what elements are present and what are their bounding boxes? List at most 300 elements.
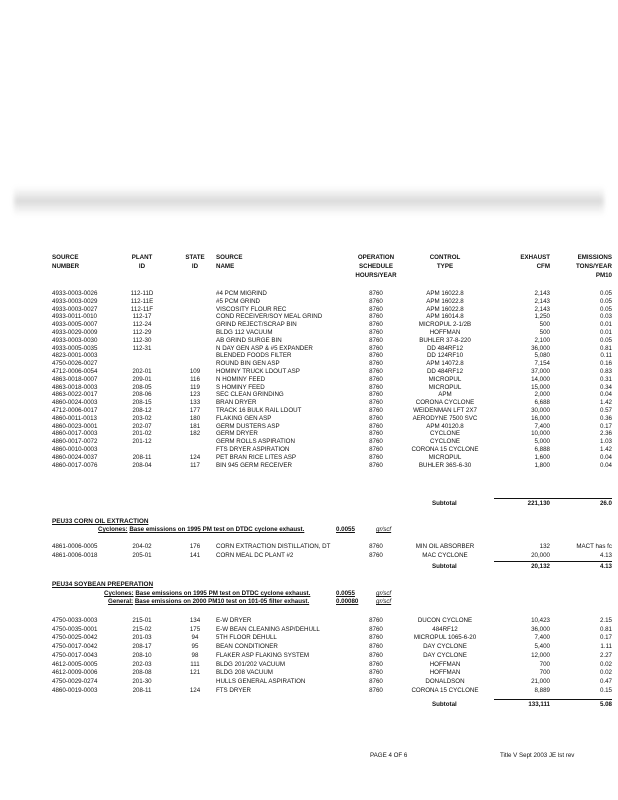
table-cell-source-number: 4933-0003-0030 bbox=[52, 336, 98, 344]
table-cell-control-type: APM 16022.8 bbox=[426, 305, 464, 313]
section3b-note bbox=[108, 598, 309, 605]
table-cell-control-type: APM bbox=[438, 391, 452, 399]
table-cell-exhaust-cfm: 16,000 bbox=[531, 414, 550, 422]
table-cell-schedule-hours: 8760 bbox=[369, 651, 383, 659]
table-cell-schedule-hours: 8760 bbox=[369, 305, 383, 313]
table-cell-emissions-pm10: 2.36 bbox=[599, 430, 612, 438]
table-cell-exhaust-cfm: 6,888 bbox=[534, 446, 550, 453]
section2-note-text: Base emissions on 1995 PM test on DTDC cyclone exhaust. bbox=[129, 526, 305, 533]
header-plant-id: ID bbox=[138, 263, 146, 270]
table-cell-source-name: BLDG 208 VACUUM bbox=[216, 669, 273, 677]
table-cell-exhaust-cfm: 700 bbox=[539, 660, 550, 668]
table-cell-state-id: 177 bbox=[189, 407, 201, 414]
table-cell-schedule-hours: 8760 bbox=[369, 552, 383, 559]
table-cell-emissions-pm10: 2.27 bbox=[599, 651, 612, 659]
section3a-note-label: Cyclones: bbox=[104, 590, 134, 597]
table-cell-control-type: MIN OIL ABSORBER bbox=[415, 543, 475, 550]
table-cell-state-id: 111 bbox=[190, 660, 200, 668]
table-cell-source-name: AB GRIND SURGE BIN bbox=[216, 336, 282, 344]
table-cell-schedule-hours: 8760 bbox=[369, 686, 383, 694]
section3b-note-unit: gr/scf bbox=[376, 598, 392, 605]
section3b-note-text: Base emissions on 2000 PM10 test on 101-05 filter exhaust. bbox=[134, 598, 310, 605]
table-cell-plant-id: 208-06 bbox=[132, 391, 152, 399]
table-cell-source-name: BLENDED FOODS FILTER bbox=[216, 352, 292, 360]
section3a-note bbox=[104, 590, 310, 597]
table-cell-plant-id: 112-24 bbox=[132, 321, 152, 329]
table-cell-control-type: DONALDSON bbox=[425, 677, 465, 685]
table-cell-source-name: ROUND BIN GEN ASP bbox=[216, 360, 280, 368]
subtotal-cfm: 221,130 bbox=[527, 500, 550, 507]
table-cell-plant-id: 215-02 bbox=[132, 625, 152, 633]
table-cell-schedule-hours: 8760 bbox=[369, 321, 383, 329]
table-cell-schedule-hours: 8760 bbox=[369, 543, 383, 550]
table-cell-emissions-pm10: MACT has fc bbox=[576, 543, 612, 550]
table-cell-source-name: #5 PCM GRIND bbox=[216, 297, 261, 305]
table-cell-source-name: 5TH FLOOR DEHULL bbox=[216, 634, 277, 642]
table-cell-source-name: #4 PCM MIGRIND bbox=[216, 290, 267, 297]
table-cell-state-id: 175 bbox=[189, 625, 201, 633]
table-cell-control-type: MICROPUL bbox=[428, 383, 462, 391]
table-cell-plant-id: 201-03 bbox=[132, 634, 152, 642]
table-cell-plant-id: 202-01 bbox=[132, 368, 152, 375]
table-cell-control-type: DUCON CYCLONE bbox=[417, 617, 473, 624]
table-cell-exhaust-cfm: 37,000 bbox=[531, 368, 550, 375]
table-cell-source-number: 4863-0018-0007 bbox=[52, 375, 98, 383]
table-cell-exhaust-cfm: 5,000 bbox=[534, 438, 550, 446]
table-cell-source-number: 4823-0001-0003 bbox=[52, 352, 98, 360]
table-cell-schedule-hours: 8760 bbox=[369, 375, 383, 383]
table-cell-schedule-hours: 8760 bbox=[369, 368, 383, 375]
table-cell-emissions-pm10: 0.11 bbox=[600, 352, 612, 360]
table-cell-source-name: CORN MEAL DC PLANT #2 bbox=[216, 552, 294, 559]
table-cell-control-type: 484RF12 bbox=[432, 625, 458, 633]
table-cell-emissions-pm10: 0.04 bbox=[599, 391, 612, 399]
section3a-note-value: 0.0055 bbox=[336, 590, 355, 597]
table-cell-state-id: 133 bbox=[189, 399, 201, 407]
table-cell-schedule-hours: 8760 bbox=[369, 414, 383, 422]
table-cell-source-number: 4860-0024-0037 bbox=[52, 453, 98, 461]
table-cell-source-number: 4860-0017-0003 bbox=[52, 430, 98, 438]
table-cell-exhaust-cfm: 12,000 bbox=[531, 651, 550, 659]
header-source-number: SOURCE bbox=[52, 254, 79, 261]
header-control-type: TYPE bbox=[436, 263, 454, 270]
table-cell-state-id: 181 bbox=[189, 422, 201, 430]
table-cell-emissions-pm10: 0.15 bbox=[599, 686, 612, 694]
table-cell-state-id: 94 bbox=[191, 634, 199, 642]
table-cell-source-name: BRAN DRYER bbox=[216, 399, 257, 407]
subtotal-label: Subtotal bbox=[432, 500, 457, 507]
table-cell-emissions-pm10: 0.02 bbox=[599, 660, 612, 668]
table-cell-exhaust-cfm: 500 bbox=[539, 329, 550, 336]
table-cell-emissions-pm10: 0.05 bbox=[599, 336, 612, 344]
table-cell-source-number: 4933-0003-0029 bbox=[52, 297, 98, 305]
subtotal-cfm: 133,111 bbox=[528, 701, 550, 708]
table-cell-source-name: E-W DRYER bbox=[216, 617, 252, 624]
table-cell-emissions-pm10: 0.04 bbox=[599, 453, 612, 461]
table-cell-exhaust-cfm: 700 bbox=[539, 669, 550, 677]
header-emissions-pm10: PM10 bbox=[595, 272, 612, 279]
table-cell-control-type: CYCLONE bbox=[430, 438, 460, 446]
header-emissions-pm10: TONS/YEAR bbox=[576, 263, 612, 270]
table-cell-emissions-pm10: 0.31 bbox=[599, 375, 612, 383]
table-cell-exhaust-cfm: 8,889 bbox=[534, 686, 550, 694]
table-cell-source-number: 4933-0005-0007 bbox=[52, 321, 98, 329]
table-cell-emissions-pm10: 0.01 bbox=[599, 321, 612, 329]
table-cell-state-id: 182 bbox=[189, 430, 201, 438]
table-cell-source-number: 4933-0011-0010 bbox=[52, 313, 97, 321]
table-cell-plant-id: 204-02 bbox=[132, 543, 152, 550]
table-cell-exhaust-cfm: 2,143 bbox=[534, 290, 550, 297]
table-cell-emissions-pm10: 0.02 bbox=[599, 669, 612, 677]
table-cell-plant-id: 209-01 bbox=[132, 375, 152, 383]
table-cell-source-name: GERM ROLLS ASPIRATION bbox=[216, 438, 295, 446]
table-cell-source-number: 4750-0025-0042 bbox=[52, 634, 98, 642]
table-cell-source-name: GERM DUSTERS ASP bbox=[216, 422, 280, 430]
table-cell-exhaust-cfm: 2,143 bbox=[534, 305, 550, 313]
table-cell-control-type: CYCLONE bbox=[430, 430, 460, 438]
table-cell-plant-id: 201-12 bbox=[132, 438, 152, 446]
table-cell-schedule-hours: 8760 bbox=[369, 660, 383, 668]
table-cell-state-id: 141 bbox=[189, 552, 201, 559]
revision-note: Title V Sept 2003 JE lst rev bbox=[500, 752, 575, 759]
table-cell-source-number: 4612-0009-0006 bbox=[52, 669, 98, 677]
table-cell-source-number: 4860-0023-0001 bbox=[52, 422, 98, 430]
table-cell-source-number: 4860-0017-0076 bbox=[52, 461, 98, 469]
table-cell-emissions-pm10: 0.34 bbox=[599, 383, 612, 391]
table-cell-control-type: APM 16022.8 bbox=[426, 290, 464, 297]
page-number: PAGE 4 OF 6 bbox=[370, 752, 408, 759]
table-cell-source-number: 4933-0003-0027 bbox=[52, 305, 98, 313]
table-cell-schedule-hours: 8760 bbox=[369, 461, 383, 469]
subtotal-rule bbox=[494, 699, 612, 700]
table-cell-exhaust-cfm: 1,250 bbox=[534, 313, 550, 321]
table-cell-exhaust-cfm: 5,400 bbox=[534, 643, 550, 651]
table-cell-control-type: CORONA 15 CYCLONE bbox=[411, 446, 479, 453]
table-cell-source-number: 4612-0005-0005 bbox=[52, 660, 98, 668]
table-cell-source-name: COND RECEIVER/SOY MEAL GRIND bbox=[216, 313, 323, 321]
table-cell-state-id: 124 bbox=[189, 686, 201, 694]
table-cell-state-id: 98 bbox=[191, 651, 199, 659]
table-cell-exhaust-cfm: 36,000 bbox=[531, 625, 550, 633]
table-cell-state-id: 180 bbox=[189, 414, 201, 422]
table-cell-emissions-pm10: 0.05 bbox=[599, 297, 612, 305]
table-cell-plant-id: 208-12 bbox=[132, 407, 152, 414]
table-cell-source-number: 4861-0006-0018 bbox=[52, 552, 98, 559]
table-cell-source-number: 4861-0006-0005 bbox=[52, 543, 98, 550]
table-cell-control-type: DAY CYCLONE bbox=[423, 651, 467, 659]
table-cell-state-id: 124 bbox=[189, 453, 201, 461]
header-schedule-hours: SCHEDULE bbox=[358, 263, 394, 270]
header-control-type: CONTROL bbox=[429, 254, 461, 261]
table-cell-exhaust-cfm: 10,000 bbox=[531, 430, 550, 438]
table-cell-state-id: 123 bbox=[189, 391, 201, 399]
table-cell-emissions-pm10: 0.17 bbox=[599, 422, 612, 430]
table-cell-source-number: 4750-0029-0274 bbox=[52, 677, 98, 685]
table-cell-plant-id: 112-11D bbox=[130, 290, 154, 297]
table-cell-source-name: FTS DRYER ASPIRATION bbox=[216, 446, 290, 453]
table-cell-plant-id: 208-04 bbox=[132, 461, 152, 469]
table-cell-source-number: 4863-0018-0003 bbox=[52, 383, 98, 391]
table-cell-source-name: PET BRAN RICE LITES ASP bbox=[216, 453, 297, 461]
table-cell-plant-id: 112-11E bbox=[130, 297, 154, 305]
table-cell-exhaust-cfm: 132 bbox=[539, 543, 550, 550]
table-cell-state-id: 134 bbox=[189, 617, 201, 624]
table-cell-emissions-pm10: 1.11 bbox=[600, 643, 612, 651]
header-emissions-pm10: EMISSIONS bbox=[577, 254, 612, 261]
table-cell-exhaust-cfm: 2,100 bbox=[534, 336, 550, 344]
table-cell-schedule-hours: 8760 bbox=[369, 383, 383, 391]
table-cell-plant-id: 202-03 bbox=[132, 660, 152, 668]
section2-note-unit: gr/scf bbox=[376, 526, 392, 533]
table-cell-control-type: MICROPUL bbox=[428, 453, 462, 461]
section2-note bbox=[98, 526, 304, 533]
table-cell-exhaust-cfm: 6,688 bbox=[534, 399, 550, 407]
table-cell-control-type: APM 14072.8 bbox=[426, 360, 464, 368]
table-cell-emissions-pm10: 0.57 bbox=[599, 407, 612, 414]
table-cell-exhaust-cfm: 7,400 bbox=[534, 422, 550, 430]
table-cell-control-type: BUHLER 37-8-220 bbox=[419, 336, 471, 344]
table-cell-schedule-hours: 8760 bbox=[369, 313, 383, 321]
table-cell-control-type: APM 40120.8 bbox=[426, 422, 464, 430]
section3b-note-value: 0.00080 bbox=[336, 598, 359, 605]
table-cell-control-type: APM 16022.8 bbox=[426, 297, 464, 305]
table-cell-state-id: 117 bbox=[190, 461, 200, 469]
table-cell-exhaust-cfm: 36,000 bbox=[531, 344, 550, 352]
table-cell-source-name: CORN EXTRACTION DISTILLATION, DT bbox=[216, 543, 331, 550]
header-plant-id: PLANT bbox=[131, 254, 153, 261]
table-cell-source-name: N DAY GEN ASP & #5 EXPANDER bbox=[216, 344, 313, 352]
table-cell-control-type: DD 124RF10 bbox=[426, 352, 464, 360]
section2-note-label: Cyclones: bbox=[98, 526, 128, 533]
table-cell-source-name: FTS DRYER bbox=[216, 686, 251, 694]
table-cell-source-name: VISCOSITY FLOUR REC bbox=[216, 305, 287, 313]
header-source-name: SOURCE bbox=[216, 254, 243, 261]
table-cell-emissions-pm10: 0.16 bbox=[599, 360, 612, 368]
table-cell-source-number: 4712-0006-0017 bbox=[52, 407, 98, 414]
table-cell-exhaust-cfm: 2,143 bbox=[534, 297, 550, 305]
table-cell-emissions-pm10: 0.17 bbox=[599, 634, 612, 642]
table-cell-exhaust-cfm: 15,000 bbox=[531, 383, 550, 391]
table-cell-plant-id: 201-02 bbox=[132, 430, 152, 438]
table-cell-source-name: E-W BEAN CLEANING ASP/DEHULL bbox=[216, 625, 320, 633]
table-cell-schedule-hours: 8760 bbox=[369, 643, 383, 651]
table-cell-emissions-pm10: 0.04 bbox=[599, 461, 612, 469]
table-cell-plant-id: 208-08 bbox=[132, 669, 152, 677]
table-cell-source-number: 4750-0035-0001 bbox=[52, 625, 98, 633]
table-cell-source-number: 4933-0029-0009 bbox=[52, 329, 98, 336]
table-cell-emissions-pm10: 0.83 bbox=[599, 368, 612, 375]
table-cell-source-name: SEC CLEAN GRINDING bbox=[216, 391, 284, 399]
table-cell-control-type: WEIDENMAN LFT 2X7 bbox=[413, 407, 477, 414]
table-cell-control-type: DAY CYCLONE bbox=[423, 643, 467, 651]
table-cell-schedule-hours: 8760 bbox=[369, 329, 383, 336]
header-schedule-hours: OPERATION bbox=[357, 254, 395, 261]
header-state-id: STATE bbox=[185, 254, 205, 261]
table-cell-schedule-hours: 8760 bbox=[369, 677, 383, 685]
table-cell-schedule-hours: 8760 bbox=[369, 634, 383, 642]
table-cell-emissions-pm10: 0.81 bbox=[599, 625, 612, 633]
table-cell-emissions-pm10: 1.42 bbox=[599, 399, 612, 407]
table-cell-source-number: 4750-0026-0027 bbox=[52, 360, 98, 368]
table-cell-schedule-hours: 8760 bbox=[369, 352, 383, 360]
table-cell-emissions-pm10: 2.15 bbox=[599, 617, 612, 624]
table-cell-source-number: 4860-0017-0072 bbox=[52, 438, 98, 446]
table-cell-exhaust-cfm: 2,000 bbox=[534, 391, 550, 399]
table-cell-source-name: S HOMINY FEED bbox=[216, 383, 265, 391]
table-cell-source-name: BIN 945 GERM RECEIVER bbox=[216, 461, 292, 469]
table-cell-plant-id: 112-29 bbox=[132, 329, 152, 336]
table-cell-control-type: HOFFMAN bbox=[429, 329, 461, 336]
table-cell-source-name: FLAKING GEN ASP bbox=[216, 414, 272, 422]
table-cell-control-type: DD 484RF12 bbox=[426, 368, 464, 375]
table-cell-source-name: BLDG 112 VACUUM bbox=[216, 329, 273, 336]
table-cell-schedule-hours: 8760 bbox=[369, 290, 383, 297]
table-cell-control-type: AERODYNE 7500 SVC bbox=[412, 414, 478, 422]
table-cell-schedule-hours: 8760 bbox=[369, 344, 383, 352]
table-cell-plant-id: 112-11F bbox=[130, 305, 154, 313]
table-cell-exhaust-cfm: 1,600 bbox=[534, 453, 550, 461]
subtotal-label: Subtotal bbox=[432, 701, 457, 708]
table-cell-schedule-hours: 8760 bbox=[369, 453, 383, 461]
section3b-note-label: General: bbox=[108, 598, 134, 605]
table-cell-schedule-hours: 8760 bbox=[369, 360, 383, 368]
table-cell-plant-id: 112-30 bbox=[132, 336, 152, 344]
table-cell-source-name: GRIND REJECT/SCRAP BIN bbox=[216, 321, 297, 329]
table-cell-control-type: MICROPUL 1065-6-20 bbox=[413, 634, 477, 642]
section3a-note-unit: gr/scf bbox=[376, 590, 392, 597]
table-cell-plant-id: 201-30 bbox=[132, 677, 152, 685]
table-cell-emissions-pm10: 0.36 bbox=[599, 414, 612, 422]
table-cell-plant-id: 208-05 bbox=[132, 383, 152, 391]
table-cell-exhaust-cfm: 7,400 bbox=[534, 634, 550, 642]
table-cell-state-id: 121 bbox=[189, 669, 201, 677]
table-cell-source-name: HULLS GENERAL ASPIRATION bbox=[216, 677, 306, 685]
table-cell-schedule-hours: 8760 bbox=[369, 446, 383, 453]
table-cell-source-number: 4750-0033-0003 bbox=[52, 617, 98, 624]
table-cell-exhaust-cfm: 7,154 bbox=[534, 360, 550, 368]
table-cell-source-name: HOMINY TRUCK LDOUT ASP bbox=[216, 368, 300, 375]
table-cell-exhaust-cfm: 21,000 bbox=[531, 677, 550, 685]
header-source-name: NAME bbox=[216, 263, 235, 270]
table-cell-source-number: 4860-0011-0013 bbox=[52, 414, 97, 422]
table-cell-control-type: MICROPUL 2-1/2B bbox=[418, 321, 472, 329]
scan-smear bbox=[14, 186, 604, 216]
section-title: PEU34 SOYBEAN PREPERATION bbox=[52, 581, 154, 588]
table-cell-source-number: 4712-0006-0054 bbox=[52, 368, 98, 375]
table-cell-plant-id: 208-17 bbox=[132, 643, 152, 651]
table-cell-plant-id: 208-15 bbox=[132, 399, 152, 407]
table-cell-source-number: 4860-0024-0003 bbox=[52, 399, 98, 407]
subtotal-cfm: 20,132 bbox=[531, 563, 550, 570]
table-cell-state-id: 95 bbox=[191, 643, 199, 651]
section2-note-value: 0.0055 bbox=[336, 526, 355, 533]
table-cell-emissions-pm10: 1.03 bbox=[599, 438, 612, 446]
table-cell-source-name: BEAN CONDITIONER bbox=[216, 643, 278, 651]
table-cell-control-type: MICROPUL bbox=[428, 375, 462, 383]
table-cell-source-number: 4860-0019-0003 bbox=[52, 686, 98, 694]
table-cell-schedule-hours: 8760 bbox=[369, 297, 383, 305]
table-cell-schedule-hours: 8760 bbox=[369, 422, 383, 430]
table-cell-schedule-hours: 8760 bbox=[369, 336, 383, 344]
table-cell-emissions-pm10: 4.13 bbox=[599, 552, 612, 559]
section-title: PEU33 CORN OIL EXTRACTION bbox=[52, 518, 149, 525]
section3a-note-text: Base emissions on 1995 PM test on DTDC cyclone exhaust. bbox=[135, 590, 311, 597]
table-cell-emissions-pm10: 0.47 bbox=[599, 677, 612, 685]
table-cell-exhaust-cfm: 14,000 bbox=[531, 375, 550, 383]
subtotal-pm10: 4.13 bbox=[599, 563, 612, 570]
table-cell-plant-id: 208-11 bbox=[132, 686, 152, 694]
table-cell-plant-id: 208-10 bbox=[132, 651, 152, 659]
header-exhaust-cfm: CFM bbox=[536, 263, 550, 270]
table-cell-state-id: 116 bbox=[190, 375, 200, 383]
table-cell-plant-id: 215-01 bbox=[132, 617, 152, 624]
table-cell-emissions-pm10: 0.81 bbox=[599, 344, 612, 352]
subtotal-rule bbox=[494, 561, 612, 562]
table-cell-state-id: 109 bbox=[189, 368, 201, 375]
header-state-id: ID bbox=[191, 263, 199, 270]
subtotal-pm10: 26.0 bbox=[599, 500, 612, 507]
table-cell-control-type: MAC CYCLONE bbox=[422, 552, 468, 559]
table-cell-source-number: 4750-0017-0043 bbox=[52, 651, 98, 659]
table-cell-exhaust-cfm: 1,800 bbox=[534, 461, 550, 469]
table-cell-state-id: 176 bbox=[189, 543, 201, 550]
table-cell-exhaust-cfm: 20,000 bbox=[531, 552, 550, 559]
table-cell-emissions-pm10: 0.03 bbox=[599, 313, 612, 321]
table-cell-schedule-hours: 8760 bbox=[369, 407, 383, 414]
table-cell-emissions-pm10: 0.05 bbox=[599, 290, 612, 297]
table-cell-control-type: HOFFMAN bbox=[429, 669, 461, 677]
table-cell-plant-id: 203-02 bbox=[132, 414, 152, 422]
table-cell-source-number: 4933-0005-0035 bbox=[52, 344, 98, 352]
table-cell-schedule-hours: 8760 bbox=[369, 617, 383, 624]
table-cell-exhaust-cfm: 10,423 bbox=[531, 617, 550, 624]
table-cell-source-number: 4863-0022-0017 bbox=[52, 391, 98, 399]
table-cell-emissions-pm10: 0.05 bbox=[599, 305, 612, 313]
subtotal-rule bbox=[494, 498, 612, 499]
table-cell-control-type: APM 16014.8 bbox=[426, 313, 464, 321]
table-cell-source-number: 4750-0017-0042 bbox=[52, 643, 98, 651]
table-cell-plant-id: 112-17 bbox=[132, 313, 152, 321]
table-cell-control-type: CORONA 15 CYCLONE bbox=[411, 686, 479, 694]
table-cell-source-name: TRACK 16 BULK RAIL LDOUT bbox=[216, 407, 302, 414]
header-source-number: NUMBER bbox=[52, 263, 80, 270]
table-cell-schedule-hours: 8760 bbox=[369, 391, 383, 399]
table-cell-schedule-hours: 8760 bbox=[369, 430, 383, 438]
table-cell-schedule-hours: 8760 bbox=[369, 438, 383, 446]
table-cell-plant-id: 202-07 bbox=[132, 422, 152, 430]
table-cell-source-name: FLAKER ASP FLAKING SYSTEM bbox=[216, 651, 310, 659]
table-cell-control-type: CORONA CYCLONE bbox=[415, 399, 475, 407]
table-cell-schedule-hours: 8760 bbox=[369, 399, 383, 407]
table-cell-schedule-hours: 8760 bbox=[369, 669, 383, 677]
table-cell-exhaust-cfm: 500 bbox=[539, 321, 550, 329]
table-cell-control-type: HOFFMAN bbox=[429, 660, 461, 668]
table-cell-plant-id: 112-31 bbox=[132, 344, 152, 352]
table-cell-source-name: GERM DRYER bbox=[216, 430, 258, 438]
header-exhaust-cfm: EXHAUST bbox=[520, 254, 550, 261]
table-cell-source-name: BLDG 201/202 VACUUM bbox=[216, 660, 286, 668]
table-cell-control-type: BUHLER 36S-6-30 bbox=[418, 461, 472, 469]
table-cell-schedule-hours: 8760 bbox=[369, 625, 383, 633]
table-cell-source-number: 4860-0010-0003 bbox=[52, 446, 98, 453]
table-cell-plant-id: 205-01 bbox=[132, 552, 152, 559]
subtotal-pm10: 5.08 bbox=[599, 701, 612, 708]
table-cell-plant-id: 208-11 bbox=[132, 453, 152, 461]
table-cell-emissions-pm10: 1.42 bbox=[599, 446, 612, 453]
table-cell-source-number: 4933-0003-0026 bbox=[52, 290, 98, 297]
table-cell-control-type: DD 484RF12 bbox=[426, 344, 464, 352]
subtotal-label: Subtotal bbox=[432, 563, 457, 570]
